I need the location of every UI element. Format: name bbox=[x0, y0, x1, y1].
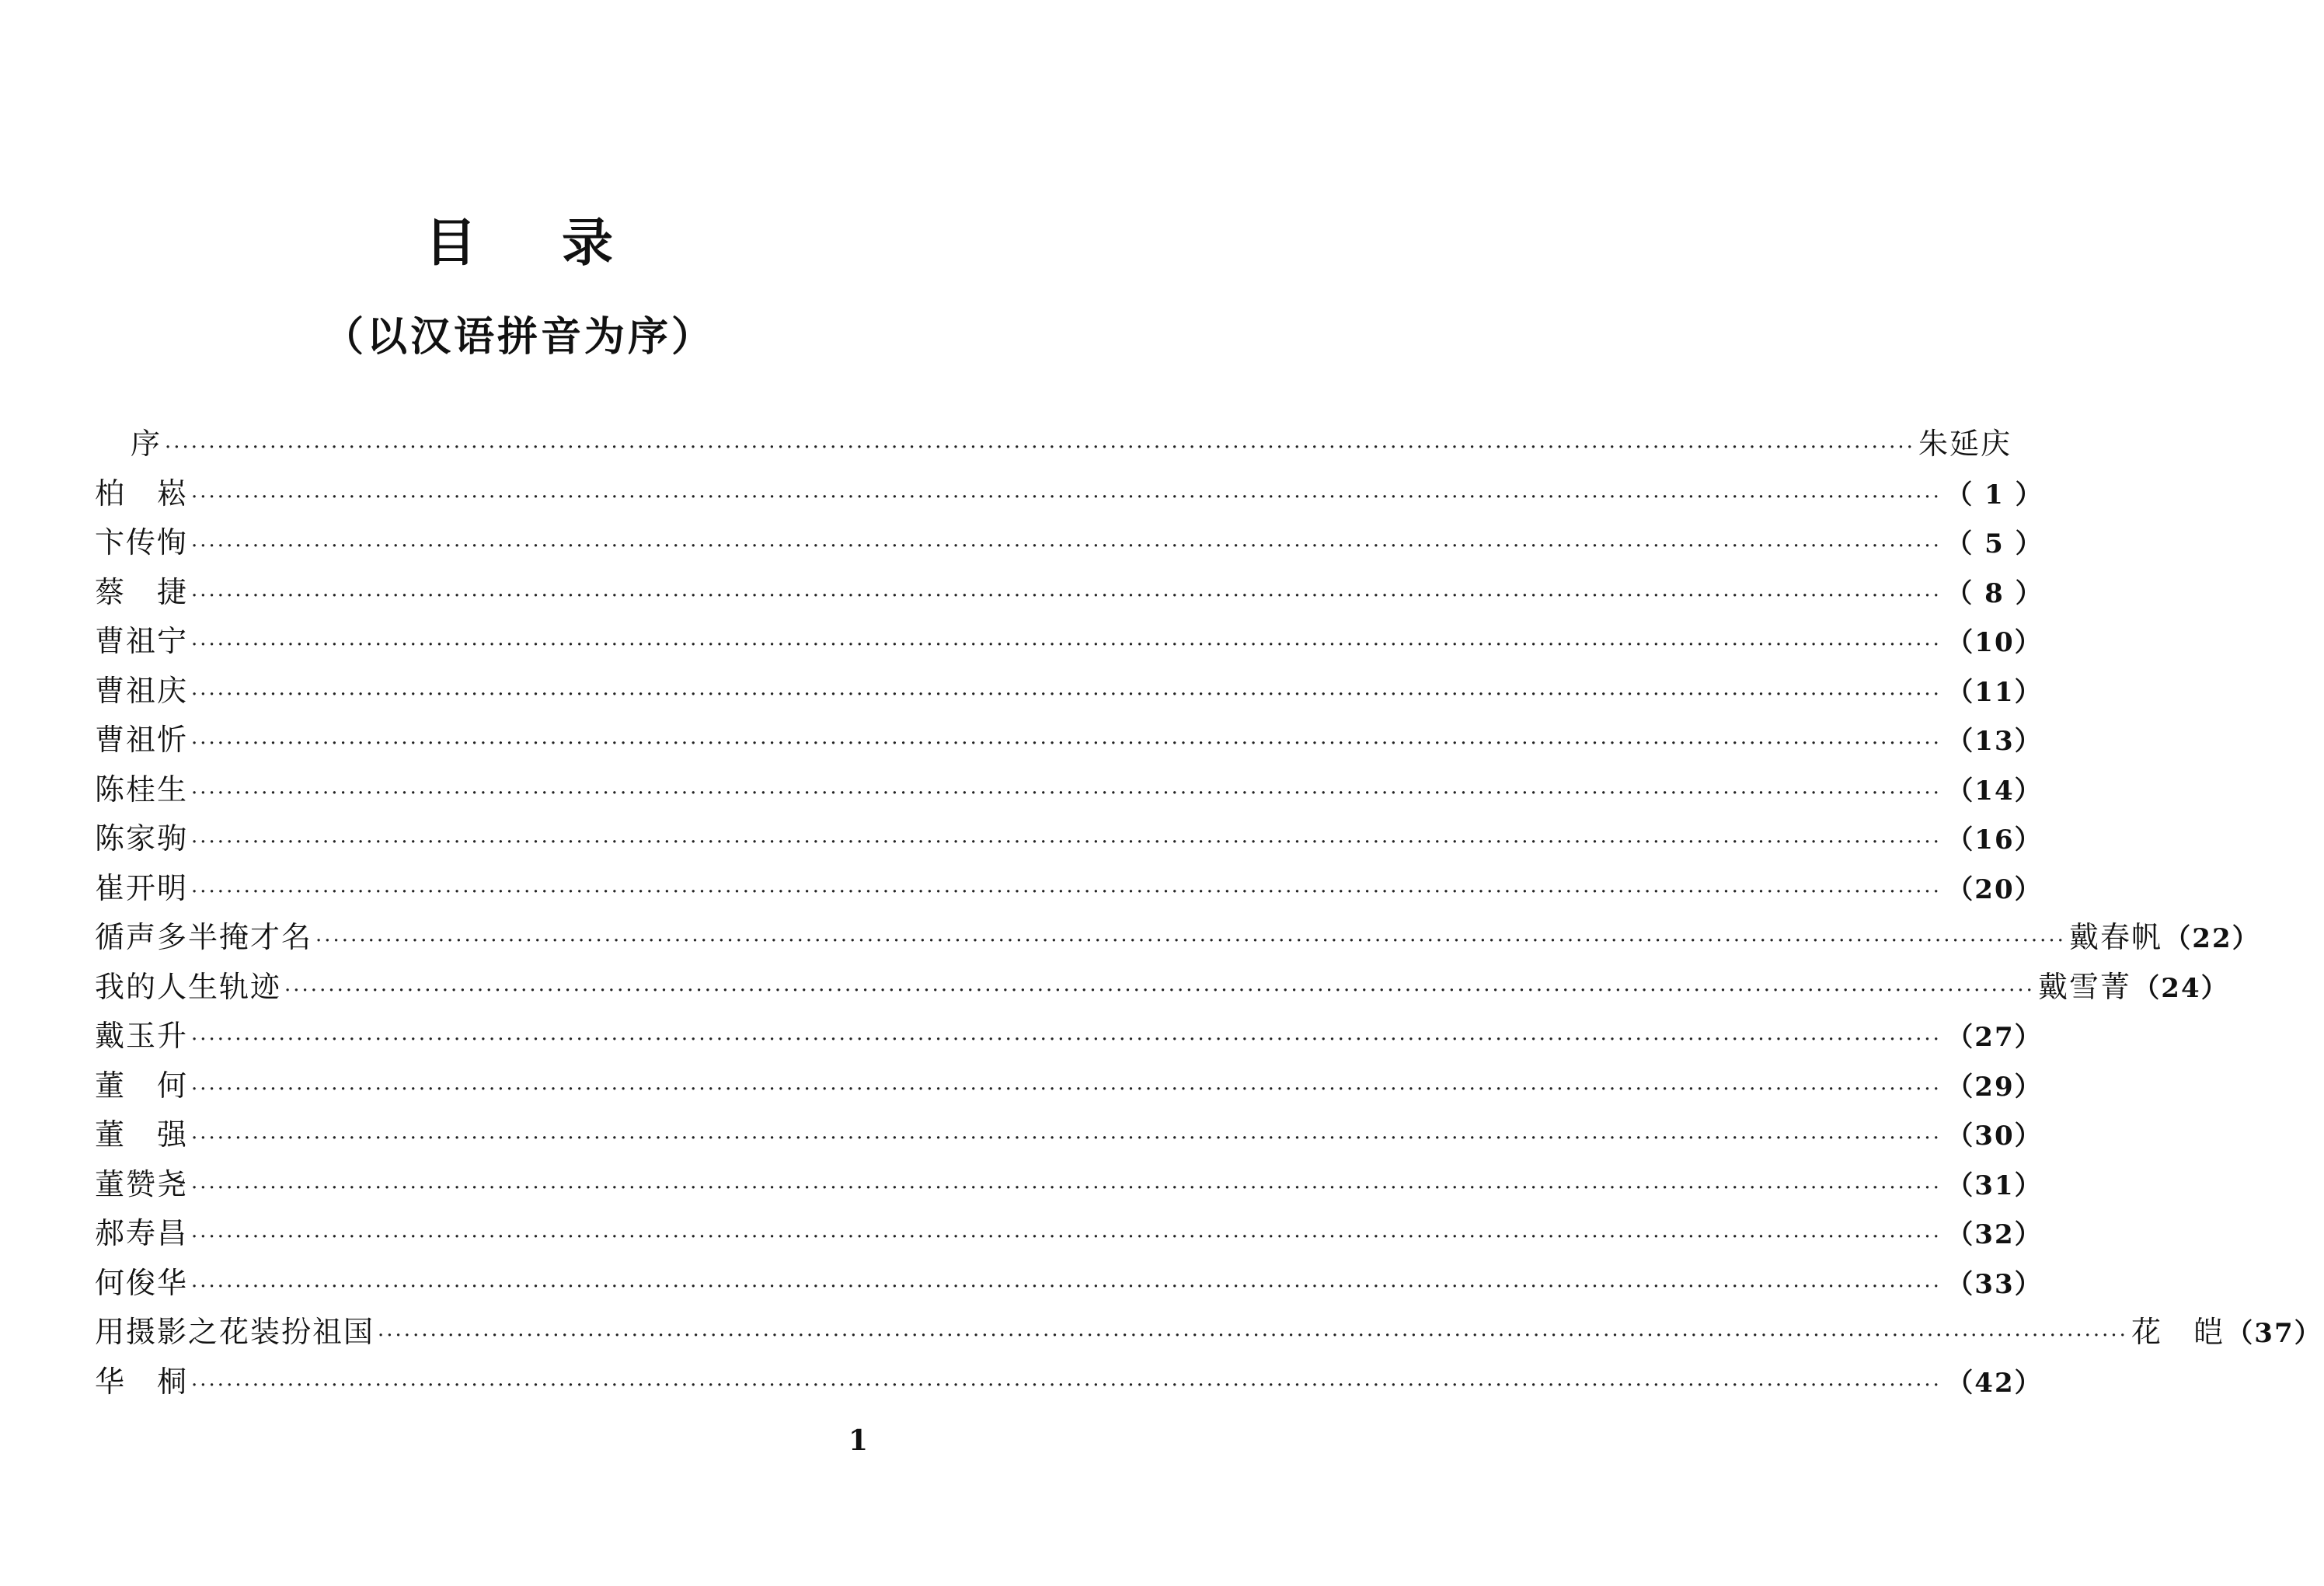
toc-entry bbox=[95, 716, 2043, 765]
toc-entry bbox=[95, 1160, 2043, 1210]
toc-entry bbox=[95, 1259, 2043, 1309]
toc-entry-title: 陈桂生 bbox=[95, 772, 189, 807]
toc-entry bbox=[95, 469, 2044, 519]
toc-entry-title: 我的人生轨迹 bbox=[95, 969, 282, 1004]
toc-entry-title: 用摄影之花装扮祖国 bbox=[95, 1315, 375, 1349]
dot-leader: ········································································································································································································ bbox=[191, 831, 1942, 854]
page-title: 目录 bbox=[425, 213, 699, 273]
toc-entry-page: （11） bbox=[1946, 676, 2043, 708]
toc-entry-title: 柏 崧 bbox=[95, 476, 189, 511]
dot-leader: ········································································································································································································ bbox=[191, 633, 1942, 657]
toc-entry bbox=[95, 667, 2043, 716]
toc-entry-title: 循声多半掩才名 bbox=[95, 920, 313, 954]
dot-leader: ········································································································································································································ bbox=[191, 781, 1942, 805]
toc-entry-page: （ 5 ） bbox=[1946, 528, 2044, 559]
toc-entry bbox=[95, 913, 2260, 963]
toc-entry-preface bbox=[95, 420, 2012, 469]
dot-leader: ········································································································································································································ bbox=[191, 584, 1942, 608]
toc-entry bbox=[95, 1358, 2043, 1407]
dot-leader: ········································································································································································································ bbox=[191, 1274, 1942, 1298]
toc-entry-page: （27） bbox=[1946, 1022, 2043, 1053]
toc-entry-page: （30） bbox=[1946, 1121, 2043, 1152]
toc-entry-title: 戴玉升 bbox=[95, 1019, 189, 1053]
toc-entry-page: （16） bbox=[1946, 824, 2043, 856]
toc-entry-author: 戴雪菁 bbox=[2037, 969, 2131, 1004]
toc-entry bbox=[95, 814, 2043, 864]
toc-entry-page: （20） bbox=[1946, 873, 2043, 905]
toc-entry-page: （32） bbox=[1946, 1219, 2043, 1250]
toc-entry-page: （14） bbox=[1946, 775, 2043, 807]
toc-entry bbox=[95, 765, 2043, 815]
dot-leader: ········································································································································································································ bbox=[191, 1176, 1942, 1200]
toc-entry-page: （13） bbox=[1946, 726, 2043, 757]
toc-entry-author: 花 皑 bbox=[2131, 1315, 2225, 1349]
toc-entry bbox=[95, 617, 2043, 667]
toc-entry bbox=[95, 1012, 2043, 1061]
toc-entry bbox=[95, 864, 2043, 914]
toc-entry-title: 卞传恂 bbox=[95, 525, 189, 559]
toc-entry-title: 郝寿昌 bbox=[95, 1216, 189, 1250]
dot-leader: ········································································································································································································ bbox=[191, 880, 1942, 904]
dot-leader: ········································································································································································································ bbox=[284, 978, 2035, 1002]
toc-entry-title: 序 bbox=[131, 427, 162, 461]
page-number: 1 bbox=[848, 1424, 869, 1457]
toc-entry-title: 董 何 bbox=[95, 1068, 189, 1103]
toc-entry-page: （31） bbox=[1946, 1169, 2043, 1201]
toc-entry-page: （29） bbox=[1946, 1071, 2043, 1103]
toc-entry bbox=[95, 568, 2044, 618]
toc-entry bbox=[95, 1308, 2322, 1358]
toc-entry-title: 崔开明 bbox=[95, 870, 189, 905]
dot-leader: ········································································································································································································ bbox=[191, 1225, 1942, 1249]
toc-entry bbox=[95, 1110, 2043, 1160]
toc-entry bbox=[95, 1209, 2043, 1259]
toc-entry-page: （37） bbox=[2226, 1318, 2322, 1349]
toc-entry-title: 陈家驹 bbox=[95, 821, 189, 856]
toc-entry-title: 曹祖宁 bbox=[95, 624, 189, 658]
toc-entry-page: （10） bbox=[1946, 627, 2043, 658]
toc-entry-title: 董 强 bbox=[95, 1117, 189, 1152]
table-of-contents bbox=[95, 420, 2322, 1406]
toc-entry-page: （24） bbox=[2133, 972, 2229, 1004]
toc-entry-author: 戴春帆 bbox=[2068, 920, 2162, 954]
toc-entry bbox=[95, 963, 2229, 1013]
dot-leader: ········································································································································································································ bbox=[191, 1028, 1942, 1051]
toc-entry-title: 曹祖忻 bbox=[95, 723, 189, 757]
dot-leader: ········································································································································································································ bbox=[315, 929, 2066, 953]
dot-leader: ········································································································································································································ bbox=[191, 485, 1942, 509]
toc-entry-title: 曹祖庆 bbox=[95, 673, 189, 708]
toc-entry-title: 蔡 捷 bbox=[95, 574, 189, 609]
toc-entry-page: （ 1 ） bbox=[1946, 479, 2044, 511]
toc-entry-title: 董赞尧 bbox=[95, 1166, 189, 1201]
dot-leader: ········································································································································································································ bbox=[191, 1077, 1942, 1101]
dot-leader: ········································································································································································································ bbox=[191, 732, 1942, 755]
toc-entry-page: （33） bbox=[1946, 1268, 2043, 1300]
toc-entry bbox=[95, 1061, 2043, 1111]
toc-entry bbox=[95, 518, 2044, 568]
toc-entry-page: （ 8 ） bbox=[1946, 577, 2044, 609]
toc-entry-page: （42） bbox=[1946, 1367, 2043, 1399]
dot-leader: ········································································································································································································ bbox=[165, 436, 1915, 459]
dot-leader: ········································································································································································································ bbox=[378, 1324, 2128, 1347]
dot-leader: ········································································································································································································ bbox=[191, 1127, 1942, 1150]
toc-entry-page: （22） bbox=[2164, 923, 2260, 954]
page-subtitle: （以汉语拼音为序） bbox=[322, 313, 715, 361]
toc-entry-author: 朱延庆 bbox=[1918, 427, 2012, 461]
dot-leader: ········································································································································································································ bbox=[191, 1373, 1942, 1397]
dot-leader: ········································································································································································································ bbox=[191, 682, 1942, 706]
toc-entry-title: 何俊华 bbox=[95, 1265, 189, 1300]
dot-leader: ········································································································································································································ bbox=[191, 535, 1942, 558]
toc-entry-title: 华 桐 bbox=[95, 1364, 189, 1399]
